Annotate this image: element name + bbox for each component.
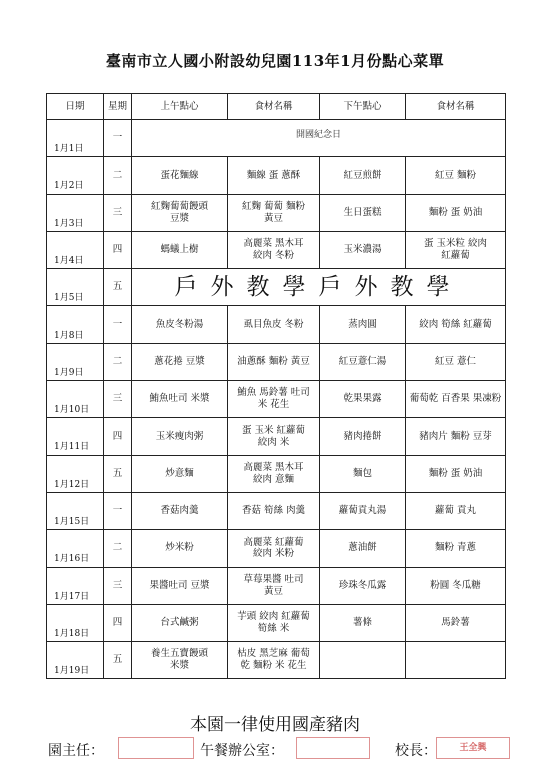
table-row	[47, 642, 506, 679]
table-row	[47, 157, 506, 194]
date-cell: 1月5日	[47, 269, 104, 306]
table-row	[47, 567, 506, 604]
pm-ingredients-cell: 麵粉 青蔥	[406, 530, 506, 567]
director-label: 園主任：	[48, 743, 104, 759]
pm-snack-cell: 紅豆薏仁湯	[320, 343, 406, 380]
pm-ingredients-cell	[406, 642, 506, 679]
am-snack-cell: 炒米粉	[132, 530, 228, 567]
am-ingredients-cell: 枯皮 黑芝麻 葡萄 乾 麵粉 米 花生	[228, 642, 320, 679]
principal-label: 校長：	[395, 743, 437, 759]
date-cell: 1月2日	[47, 157, 104, 194]
date-cell: 1月17日	[47, 567, 104, 604]
table-row	[47, 343, 506, 380]
table-row	[47, 194, 506, 231]
am-ingredients-cell: 虱目魚皮 冬粉	[228, 306, 320, 343]
am-ingredients-cell: 高麗菜 黑木耳 絞肉 冬粉	[228, 231, 320, 268]
pm-ingredients-cell: 豬肉片 麵粉 豆芽	[406, 418, 506, 455]
table-row	[47, 492, 506, 529]
table-row	[47, 231, 506, 268]
table-row	[47, 269, 506, 306]
am-ingredients-cell: 油蔥酥 麵粉 黃豆	[228, 343, 320, 380]
header-pm-ingredients: 食材名稱	[406, 94, 506, 120]
table-row	[47, 381, 506, 418]
table-row	[47, 120, 506, 157]
am-snack-cell: 蛋花麵線	[132, 157, 228, 194]
am-ingredients-cell: 鮪魚 馬鈴薯 吐司 米 花生	[228, 381, 320, 418]
weekday-cell: 二	[104, 343, 132, 380]
date-cell: 1月15日	[47, 492, 104, 529]
weekday-cell: 五	[104, 642, 132, 679]
table-row	[47, 604, 506, 641]
am-ingredients-cell: 草莓果醬 吐司 黃豆	[228, 567, 320, 604]
am-snack-cell: 鮪魚吐司 米漿	[132, 381, 228, 418]
table-row	[47, 455, 506, 492]
am-snack-cell: 蔥花捲 豆漿	[132, 343, 228, 380]
weekday-cell: 三	[104, 194, 132, 231]
weekday-cell: 二	[104, 530, 132, 567]
header-am-ingredients: 食材名稱	[228, 94, 320, 120]
weekday-cell: 四	[104, 418, 132, 455]
date-cell: 1月12日	[47, 455, 104, 492]
pm-ingredients-cell: 絞肉 筍絲 紅蘿蔔	[406, 306, 506, 343]
weekday-cell: 一	[104, 492, 132, 529]
date-cell: 1月9日	[47, 343, 104, 380]
am-ingredients-cell: 高麗菜 黑木耳 絞肉 意麵	[228, 455, 320, 492]
weekday-cell: 四	[104, 231, 132, 268]
pm-ingredients-cell: 馬鈴薯	[406, 604, 506, 641]
table-row	[47, 530, 506, 567]
table-header-row	[47, 94, 506, 120]
kitchen-seal	[296, 737, 370, 759]
pm-ingredients-cell: 蘿蔔 貢丸	[406, 492, 506, 529]
date-cell: 1月8日	[47, 306, 104, 343]
table-row	[47, 418, 506, 455]
holiday-cell: 開國紀念日	[132, 120, 506, 157]
header-date: 日期	[47, 94, 104, 120]
pm-snack-cell: 紅豆煎餅	[320, 157, 406, 194]
pm-ingredients-cell: 紅豆 麵粉	[406, 157, 506, 194]
pork-notice: 本園一律使用國產豬肉	[190, 715, 360, 735]
date-cell: 1月3日	[47, 194, 104, 231]
weekday-cell: 一	[104, 306, 132, 343]
pm-snack-cell: 蔥油餅	[320, 530, 406, 567]
pm-snack-cell: 豬肉捲餅	[320, 418, 406, 455]
pm-snack-cell: 乾果果露	[320, 381, 406, 418]
date-cell: 1月16日	[47, 530, 104, 567]
weekday-cell: 五	[104, 455, 132, 492]
weekday-cell: 一	[104, 120, 132, 157]
weekday-cell: 四	[104, 604, 132, 641]
am-ingredients-cell: 香菇 筍絲 肉羹	[228, 492, 320, 529]
date-cell: 1月4日	[47, 231, 104, 268]
am-ingredients-cell: 麵線 蛋 蔥酥	[228, 157, 320, 194]
weekday-cell: 三	[104, 567, 132, 604]
date-cell: 1月18日	[47, 604, 104, 641]
pm-ingredients-cell: 粉圓 冬瓜糖	[406, 567, 506, 604]
date-cell: 1月19日	[47, 642, 104, 679]
am-snack-cell: 魚皮冬粉湯	[132, 306, 228, 343]
snack-menu-table	[46, 93, 506, 679]
am-ingredients-cell: 紅麴 蔔蔔 麵粉 黃豆	[228, 194, 320, 231]
pm-snack-cell: 麵包	[320, 455, 406, 492]
weekday-cell: 五	[104, 269, 132, 306]
am-ingredients-cell: 蛋 玉米 紅蘿蔔 絞肉 米	[228, 418, 320, 455]
pm-snack-cell	[320, 642, 406, 679]
pm-snack-cell: 蘿蔔貢丸湯	[320, 492, 406, 529]
weekday-cell: 二	[104, 157, 132, 194]
page-title: 臺南市立人國小附設幼兒園113年1月份點心菜單	[105, 52, 445, 70]
am-ingredients-cell: 芋頭 絞肉 紅蘿蔔 筍絲 米	[228, 604, 320, 641]
date-cell: 1月1日	[47, 120, 104, 157]
pm-ingredients-cell: 麵粉 蛋 奶油	[406, 194, 506, 231]
am-snack-cell: 玉米瘦肉粥	[132, 418, 228, 455]
principal-seal: 王全興	[436, 737, 510, 759]
pm-ingredients-cell: 葡萄乾 百香果 果凍粉	[406, 381, 506, 418]
weekday-cell: 三	[104, 381, 132, 418]
am-snack-cell: 台式鹹粥	[132, 604, 228, 641]
pm-snack-cell: 薯條	[320, 604, 406, 641]
pm-ingredients-cell: 麵粉 蛋 奶油	[406, 455, 506, 492]
header-weekday: 星期	[104, 94, 132, 120]
am-ingredients-cell: 高麗菜 紅蘿蔔 絞肉 米粉	[228, 530, 320, 567]
am-snack-cell: 養生五寶饅頭 米漿	[132, 642, 228, 679]
pm-snack-cell: 玉米濃湯	[320, 231, 406, 268]
date-cell: 1月11日	[47, 418, 104, 455]
header-pm-snack: 下午點心	[320, 94, 406, 120]
pm-ingredients-cell: 紅豆 薏仁	[406, 343, 506, 380]
pm-snack-cell: 珍珠冬瓜露	[320, 567, 406, 604]
am-snack-cell: 香菇肉羹	[132, 492, 228, 529]
director-seal	[118, 737, 194, 759]
header-am-snack: 上午點心	[132, 94, 228, 120]
am-snack-cell: 炒意麵	[132, 455, 228, 492]
am-snack-cell: 果醬吐司 豆漿	[132, 567, 228, 604]
date-cell: 1月10日	[47, 381, 104, 418]
pm-snack-cell: 蒸肉圓	[320, 306, 406, 343]
kitchen-label: 午餐辦公室：	[200, 743, 284, 759]
pm-snack-cell: 生日蛋糕	[320, 194, 406, 231]
table-row	[47, 306, 506, 343]
am-snack-cell: 紅麴蔔蔔饅頭 豆漿	[132, 194, 228, 231]
am-snack-cell: 螞蟻上樹	[132, 231, 228, 268]
pm-ingredients-cell: 蛋 玉米粒 絞肉 紅蘿蔔	[406, 231, 506, 268]
outdoor-activity-cell: 戶外教學戶外教學	[132, 269, 506, 306]
menu-body	[47, 120, 506, 679]
